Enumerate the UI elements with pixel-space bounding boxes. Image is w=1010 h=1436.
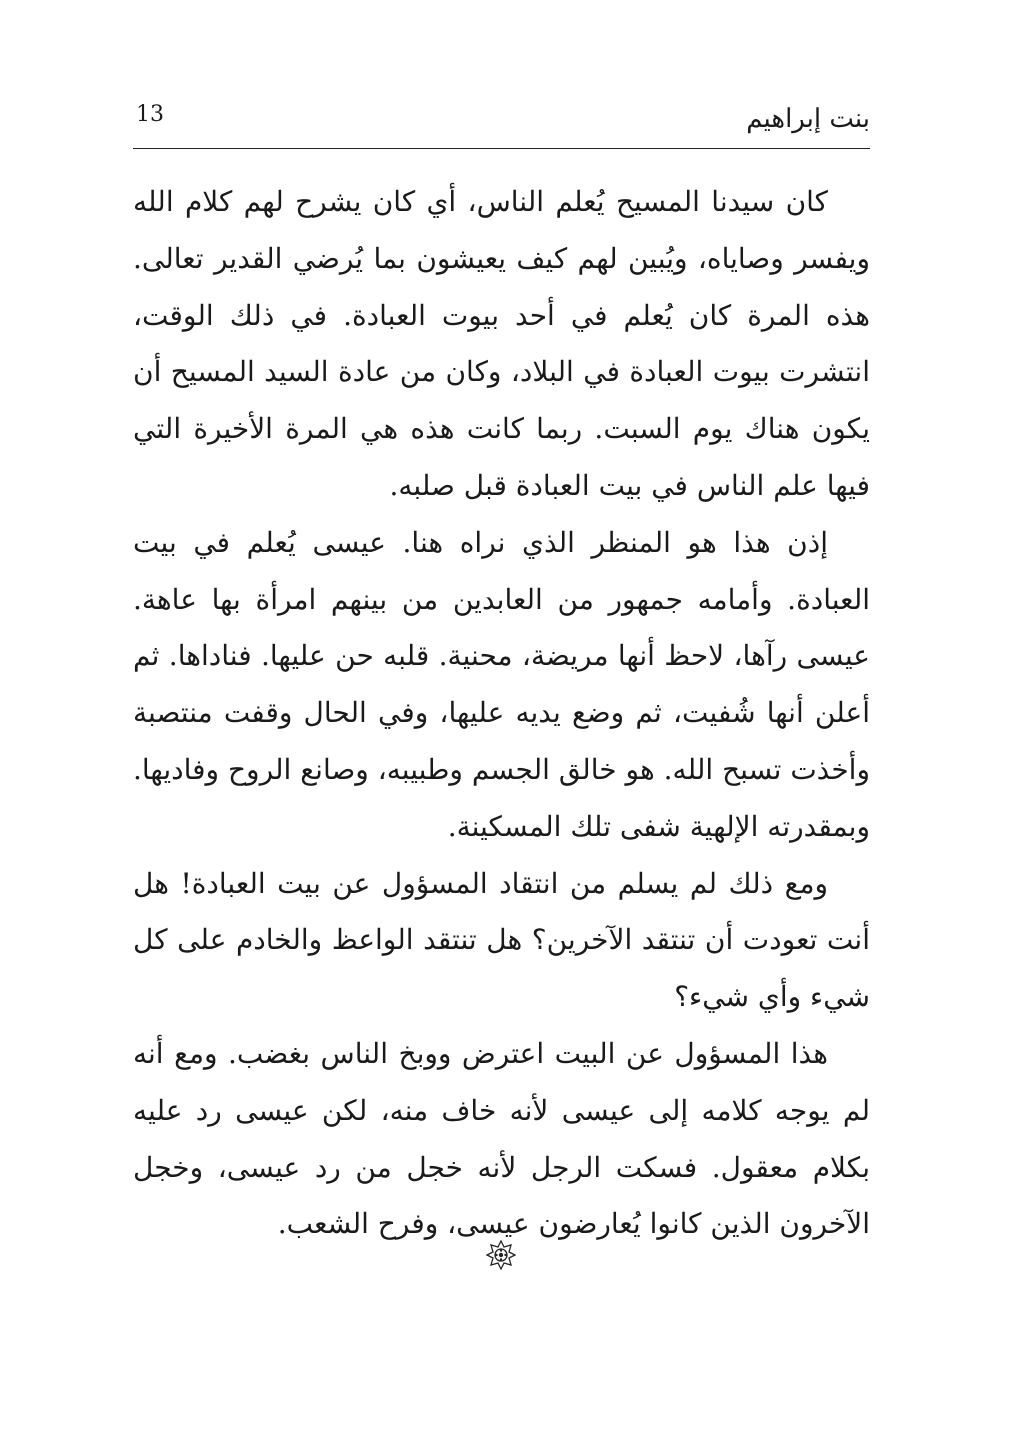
paragraph: ومع ذلك لم يسلم من انتقاد المسؤول عن بيت العبادة! هل أنت تعودت أن تنتقد الآخرين؟ هل تنتقد الواعظ والخادم على كل شيء وأي شيء؟	[133, 866, 870, 1014]
header-divider	[133, 148, 870, 149]
paragraph: إذن هذا هو المنظر الذي نراه هنا. عيسى يُعلم في بيت العبادة. وأمامه جمهور من العابدين من بينهم امرأة بها عاهة. عيسى رآها، لاحظ أنها مريضة، محنية. قلبه حن عليها. فناداها. ثم أعلن أنها شُفيت، ثم وضع يديه عليها، وفي الحال وقفت منتصبة وأخذت تسبح الله. هو خالق الجسم وطبيبه، وصانع الروح وفاديها. وبمقدرته الإلهية شفى تلك المسكينة.	[133, 525, 871, 843]
paragraph: هذا المسؤول عن البيت اعترض ووبخ الناس بغضب. ومع أنه لم يوجه كلامه إلى عيسى لأنه خاف منه، لكن عيسى رد عليه بكلام معقول. فسكت الرجل لأنه خجل من رد عيسى، وخجل الآخرون الذين كانوا يُعارضون عيسى، وفرح الشعب.	[133, 1036, 870, 1241]
book-title: بنت إبراهيم	[746, 104, 870, 134]
flower-ornament-icon	[486, 1240, 516, 1270]
paragraph: كان سيدنا المسيح يُعلم الناس، أي كان يشرح لهم كلام الله ويفسر وصاياه، ويُبين لهم كيف يعيشون بما يُرضي القدير تعالى. هذه المرة كان يُعلم في أحد بيوت العبادة. في ذلك الوقت، انتشرت بيوت العبادة في البلاد، وكان من عادة السيد المسيح أن يكون هناك يوم السبت. ربما كانت هذه هي المرة الأخيرة التي فيها علم الناس في بيت العبادة قبل صلبه.	[133, 185, 870, 502]
running-head	[133, 92, 870, 142]
page-number: 13	[136, 102, 164, 127]
body-text	[133, 174, 870, 1253]
